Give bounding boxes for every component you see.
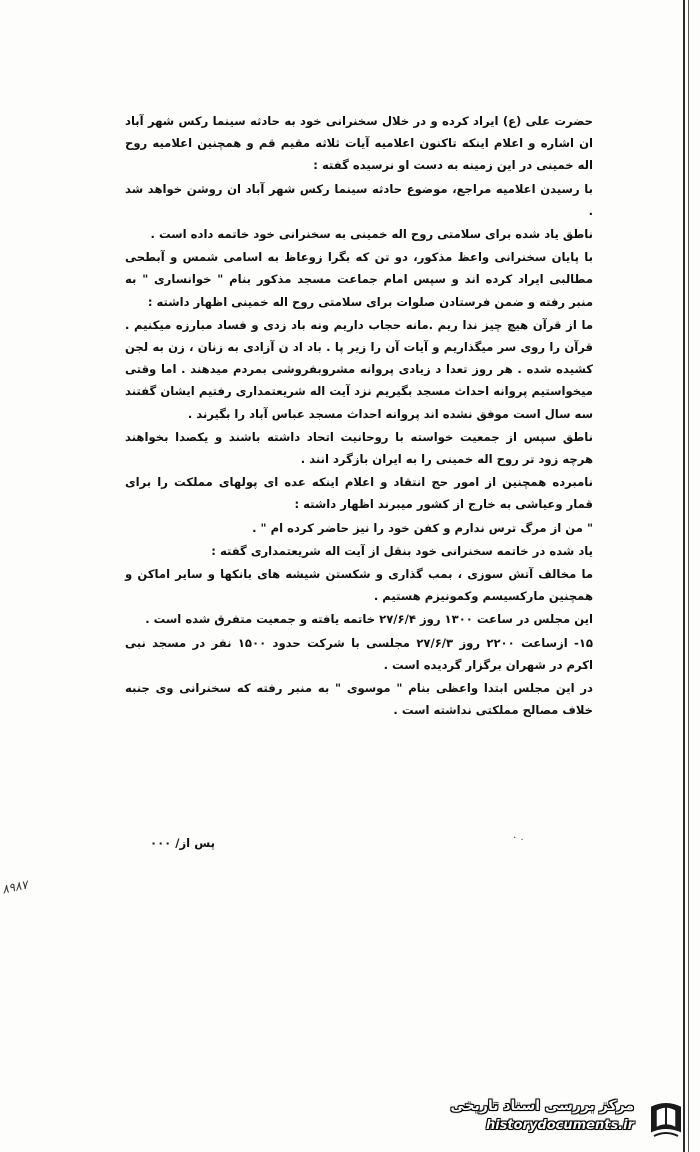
paragraph-4: با پایان سخنرانی واعظ مذکور، دو تن که بگرا زوعاظ به اسامی شمس و آبطحی مطالبی ایراد کرده اند و سپس امام جماعت مسجد مذکور بنام " خوانساری " به منبر رفته و ضمن فرستادن صلوات برای سلامتی روح اله خمینی اظهار داشته : [125, 250, 593, 309]
paragraph-3: ناطق یاد شده برای سلامتی روح اله خمینی به سخنرانی خود خاتمه داده است . [150, 227, 593, 242]
paragraph-6: ناطق سپس از جمعیت خواسته با روحانیت اتحاد داشته باشند و یکصدا بخواهند هرچه زود تر روح اله خمینی را به ایران بازگرد انند . [125, 429, 593, 467]
handwritten-margin-note: ۸۹۸۷ [0, 877, 29, 897]
paragraph-9: یاد شده در خاتمه سخنرانی خود بنقل از آیت اله شریعتمداری گفته : [211, 543, 593, 558]
document-body [125, 110, 593, 721]
paragraph-10: ما مخالف آتش سوزی ، بمب گذاری و شکستن شیشه های بانکها و سایر اماکن و همچنین مارکسیسم وکمونیزم هستیم . [125, 567, 593, 604]
paragraph-12-item-15: ۱۵- ازساعت ۲۲۰۰ روز ۲۷/۶/۳ مجلسی با شرکت حدود ۱۵۰۰ نفر در مسجد نبی اکرم در شهران برگزار گردیده است . [125, 635, 593, 672]
paragraph-2: با رسیدن اعلامیه مراجع، موضوع حادثه سینما رکس شهر آباد ان روشن خواهد شد . [125, 181, 593, 218]
paragraph-5: ما از قرآن هیچ چیز ندا ریم .مانه حجاب داریم ونه باد زدی و فساد مبارزه میکنیم . قرآن را روی سر میگذاریم و آیات آن را زیر پا . باد اد ن آزادی به زنان ، زن به لجن کشیده شده . هر روز تعدا د زیادی پروانه مشروبفروشی بمردم میدهند . اما وقتی میخواستیم پروانه احداث مسجد بگیریم نزد آیت اله شریعتمداری رفتیم ایشان گفتند سه سال است موفق نشده اند پروانه احداث مسجد عباس آباد را بگیرند . [125, 317, 593, 421]
paragraph-13: در این مجلس ابتدا واعظی بنام " موسوی " به منبر رفته که سخنرانی وی جنبه خلاف مصالح مملکتی نداشته است . [125, 681, 593, 718]
paragraph-8-quote: " من از مرگ ترس ندارم و کفن خود را نیز حاضر کرده ام " . [252, 520, 593, 535]
document-archive-logo-icon [644, 1098, 688, 1142]
page-edge-line [683, 0, 685, 1152]
watermark-url: historydocuments.ir [485, 1118, 634, 1133]
stray-mark: ٠ . [512, 832, 524, 843]
continuation-note: پس از/ ۰۰۰ [150, 836, 215, 850]
page-edge-line-thin [688, 0, 689, 1152]
paragraph-1: حضرت علی (ع) ایراد کرده و در خلال سخنرانی خود به حادثه سینما رکس شهر آباد ان اشاره و اعلام اینکه تاکنون اعلامیه آیات ثلاثه مقیم قم و همچنین اعلامیه روح اله خمینی در این زمینه به دست او نرسیده گفته : [125, 114, 593, 173]
paragraph-7: نامبرده همچنین از امور حج انتقاد و اعلام اینکه عده ای پولهای مملکت را برای قمار وعیاشی به خارج از کشور میبرند اظهار داشته : [125, 475, 593, 512]
watermark-title: مرکز بررسی اسناد تاریخی [450, 1098, 634, 1114]
watermark [388, 1094, 688, 1142]
paragraph-11: این مجلس در ساعت ۱۳۰۰ روز ۲۷/۶/۴ خاتمه یافته و جمعیت متفرق شده است . [145, 612, 593, 627]
